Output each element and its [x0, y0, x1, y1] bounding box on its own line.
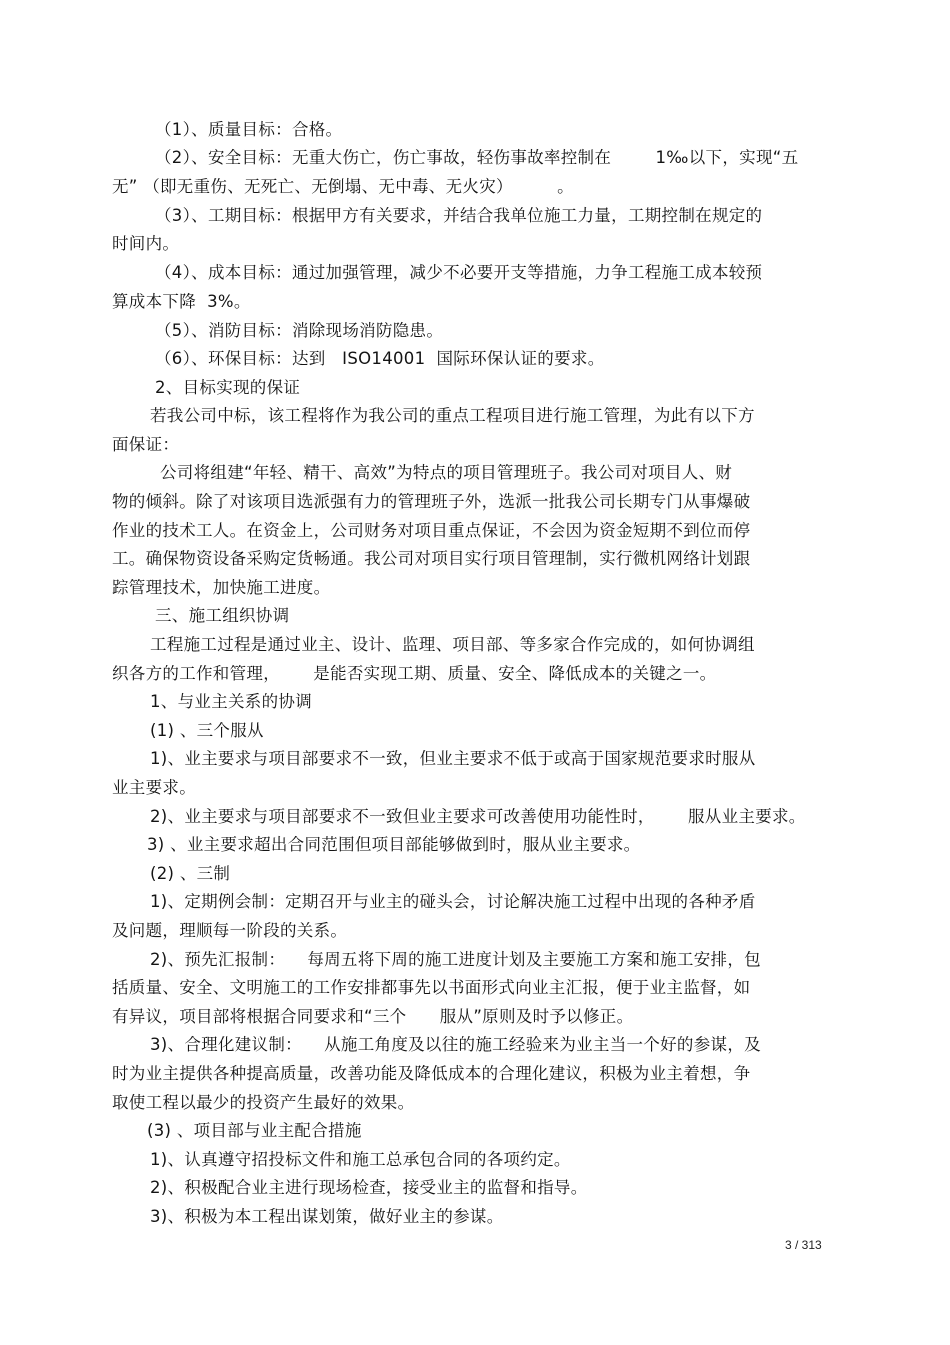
text-line: 3) 、业主要求超出合同范围但项目部能够做到时，服从业主要求。	[147, 835, 641, 854]
text-line: 时间内。	[112, 234, 180, 253]
text-line: （5）、消防目标：消除现场消防隐患。	[155, 321, 444, 340]
text-line: 算成本下降 3%。	[112, 292, 251, 311]
text-line: 1)、定期例会制：定期召开与业主的碰头会，讨论解决施工过程中出现的各种矛盾	[150, 892, 756, 911]
subsection-heading: (1) 、三个服从	[150, 721, 264, 740]
text-line: 面保证：	[112, 435, 180, 454]
text-line: 有异议，项目部将根据合同要求和“三个 服从”原则及时予以修正。	[112, 1007, 634, 1026]
text-line: 工程施工过程是通过业主、设计、监理、项目部、等多家合作完成的，如何协调组	[150, 635, 755, 654]
text-line: 作业的技术工人。在资金上，公司财务对项目重点保证，不会因为资金短期不到位而停	[112, 521, 751, 540]
text-line: 及问题，理顺每一阶段的关系。	[112, 921, 348, 940]
text-line: 公司将组建“年轻、精干、高效”为特点的项目管理班子。我公司对项目人、财	[160, 463, 733, 482]
section-heading: 1、与业主关系的协调	[150, 692, 312, 711]
page-number: 3 / 313	[785, 1238, 822, 1252]
text-line: （4）、成本目标：通过加强管理，减少不必要开支等措施，力争工程施工成本较预	[155, 263, 763, 282]
text-line: 括质量、安全、文明施工的工作安排都事先以书面形式向业主汇报，便于业主监督，如	[112, 978, 751, 997]
text-line: 1)、业主要求与项目部要求不一致，但业主要求不低于或高于国家规范要求时服从	[150, 749, 756, 768]
text-line: 织各方的工作和管理， 是能否实现工期、质量、安全、降低成本的关键之一。	[112, 664, 717, 683]
text-line: 2)、业主要求与项目部要求不一致但业主要求可改善使用功能性时， 服从业主要求。	[150, 807, 806, 826]
text-line: （3）、工期目标：根据甲方有关要求，并结合我单位施工力量，工期控制在规定的	[155, 206, 763, 225]
subsection-heading: (3) 、项目部与业主配合措施	[147, 1121, 362, 1140]
text-line: 无” （即无重伤、无死亡、无倒塌、无中毒、无火灾） 。	[112, 177, 574, 196]
text-line: （6）、环保目标：达到 ISO14001 国际环保认证的要求。	[155, 349, 605, 368]
text-line: 时为业主提供各种提高质量，改善功能及降低成本的合理化建议，积极为业主着想，争	[112, 1064, 751, 1083]
section-heading: 2、目标实现的保证	[155, 378, 301, 397]
text-line: 3)、合理化建议制： 从施工角度及以往的施工经验来为业主当一个好的参谋，及	[150, 1035, 761, 1054]
text-line: （1）、质量目标：合格。	[155, 120, 343, 139]
text-line: 若我公司中标，该工程将作为我公司的重点工程项目进行施工管理，为此有以下方	[150, 406, 755, 425]
text-line: 2)、积极配合业主进行现场检查，接受业主的监督和指导。	[150, 1178, 588, 1197]
text-line: 业主要求。	[112, 778, 196, 797]
text-line: 1)、认真遵守招投标文件和施工总承包合同的各项约定。	[150, 1150, 571, 1169]
text-line: 工。确保物资设备采购定货畅通。我公司对项目实行项目管理制，实行微机网络计划跟	[112, 549, 751, 568]
text-line: （2）、安全目标：无重大伤亡，伤亡事故，轻伤事故率控制在 1‰以下，实现“五	[155, 148, 799, 167]
text-line: 3)、积极为本工程出谋划策，做好业主的参谋。	[150, 1207, 504, 1226]
text-line: 踪管理技术，加快施工进度。	[112, 578, 331, 597]
text-line: 取使工程以最少的投资产生最好的效果。	[112, 1093, 415, 1112]
subsection-heading: (2) 、三制	[150, 864, 231, 883]
text-line: 2)、预先汇报制： 每周五将下周的施工进度计划及主要施工方案和施工安排，包	[150, 950, 761, 969]
section-heading: 三、施工组织协调	[155, 606, 290, 625]
text-line: 物的倾斜。除了对该项目选派强有力的管理班子外，选派一批我公司长期专门从事爆破	[112, 492, 751, 511]
